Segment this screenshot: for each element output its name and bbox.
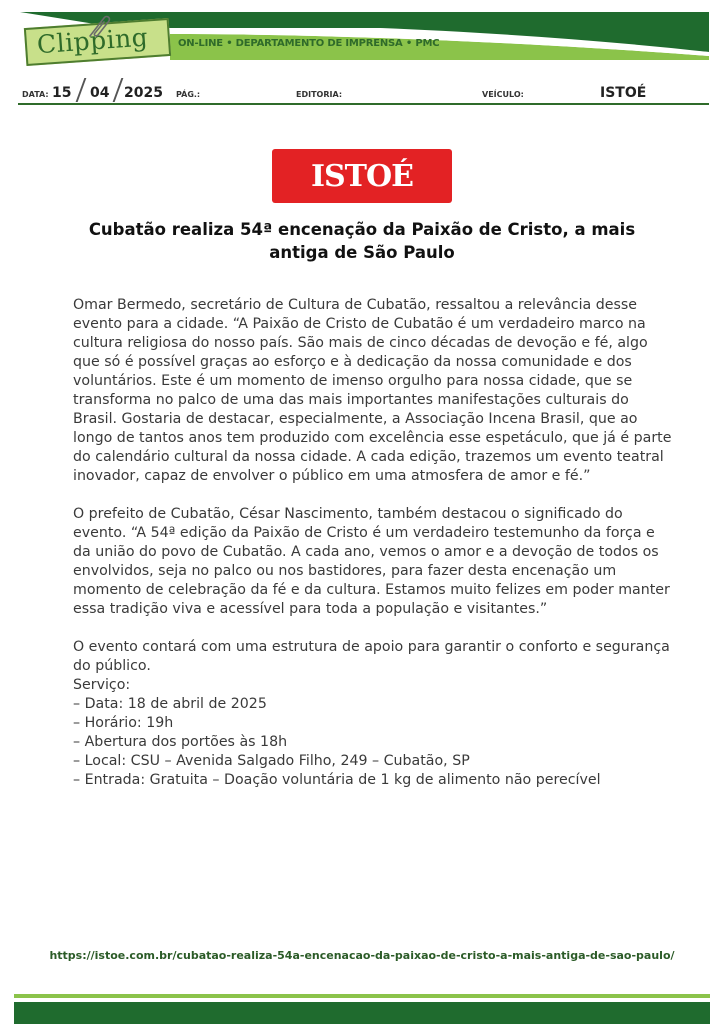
article-paragraph: O prefeito de Cubatão, César Nascimento, também destacou o significado do evento. “A 54ª edição da Paixão de Cristo é um verdadeiro testemunho da força e da união do povo de Cubatão. A cada ano, vemos o amor e a devoção de todos os envolvidos, seja no palco ou nos bastidores, para fazer desta encenação um momento de celebração da fé e da cultura. Estamos muito felizes em poder manter essa tradição viva e acessível para toda a população e visitantes.” xyxy=(73,506,670,617)
metadata-row xyxy=(0,78,724,102)
article-paragraph: Omar Bermedo, secretário de Cultura de Cubatão, ressaltou a relevância desse evento para a cidade. “A Paixão de Cristo de Cubatão é um verdadeiro marco na cultura religiosa do nosso país. São mais de cinco décadas de devoção e fé, algo que só é possível graças ao esforço e à dedicação da nossa comunidade e dos voluntários. Este é um momento de imenso orgulho para nossa cidade, que se transforma no palco de uma das mais importantes manifestações culturais do Brasil. Gostaria de destacar, especialmente, a Associação Incena Brasil, que ao longo de tantos anos tem produzido com excelência esse espetáculo, que já é parte do calendário cultural da nossa cidade. A cada edição, trazemos um evento teatral inovador, capaz de envolver o público em uma atmosfera de amor e fé.” xyxy=(73,297,672,484)
service-item: – Entrada: Gratuita – Doação voluntária de 1 kg de alimento não perecível xyxy=(73,772,601,788)
clipping-logo-text: Clipping xyxy=(36,22,150,60)
department-label: ON-LINE • DEPARTAMENTO DE IMPRENSA • PMC xyxy=(178,38,440,49)
service-item: – Data: 18 de abril de 2025 xyxy=(73,696,267,712)
editoria-label: EDITORIA: xyxy=(296,90,343,99)
istoe-logo xyxy=(272,149,452,203)
date-separator xyxy=(113,78,124,102)
service-title: Serviço: xyxy=(73,677,131,693)
source-url-link[interactable]: https://istoe.com.br/cubatao-realiza-54a-encenacao-da-paixao-de-cristo-a-mais-antiga-de-sao-paulo/ xyxy=(49,949,675,962)
footer-band xyxy=(0,994,724,1024)
service-item: – Horário: 19h xyxy=(73,715,174,731)
date-month: 04 xyxy=(90,85,110,101)
date-day: 15 xyxy=(52,85,72,101)
date-year: 2025 xyxy=(124,85,163,101)
veiculo-value: ISTOÉ xyxy=(600,85,647,101)
istoe-logo-text: ISTOÉ xyxy=(310,158,414,194)
page-label: PÁG.: xyxy=(176,90,201,99)
article-headline: Cubatão realiza 54ª encenação da Paixão de Cristo, a mais antiga de São Paulo xyxy=(88,220,636,262)
article-body xyxy=(73,296,673,790)
date-label: DATA: xyxy=(22,90,49,99)
header-divider xyxy=(18,103,709,105)
service-item: – Local: CSU – Avenida Salgado Filho, 249 – Cubatão, SP xyxy=(73,753,470,769)
paperclip-icon xyxy=(86,14,114,40)
service-item: – Abertura dos portões às 18h xyxy=(73,734,288,750)
veiculo-label: VEÍCULO: xyxy=(482,90,524,99)
article-paragraph: O evento contará com uma estrutura de apoio para garantir o conforto e segurança do público. xyxy=(73,639,670,674)
date-separator xyxy=(76,78,87,102)
